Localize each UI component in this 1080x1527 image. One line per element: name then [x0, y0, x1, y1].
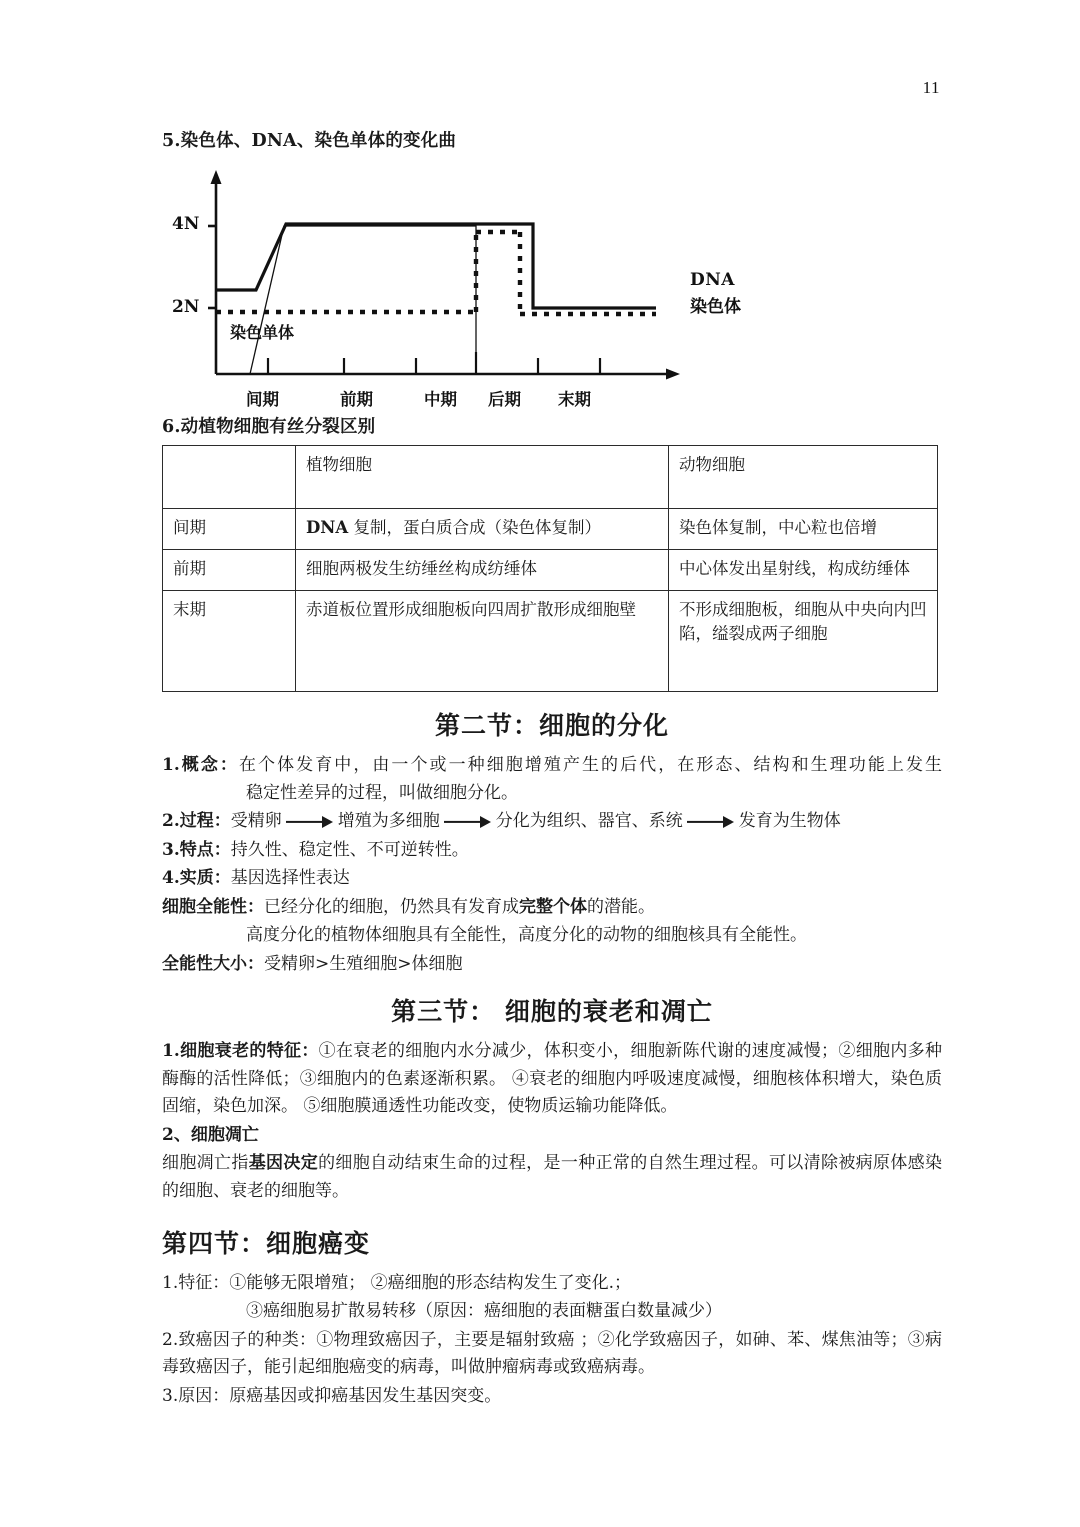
chart-series-chromatid: [250, 226, 476, 374]
apoptosis-bold: 基因决定: [248, 1153, 319, 1174]
totipotency-text-a: 已经分化的细胞，仍然具有发育成: [264, 896, 519, 917]
table-cell-animal: 中心体发出星射线，构成纺缍体: [669, 550, 938, 591]
table-header-animal: 动物细胞: [669, 446, 938, 509]
totipotency-lead: 细胞全能性：: [162, 896, 264, 917]
totipotency-detail-text: 高度分化的植物体细胞具有全能性，高度分化的动物的细胞核具有全能性。: [246, 925, 807, 946]
process-step-4: 发育为生物体: [738, 811, 841, 832]
chart-xtick-interphase: 间期: [246, 389, 279, 409]
table-cell-phase: 前期: [163, 550, 296, 591]
table-row: [163, 591, 938, 692]
arrow-icon: [284, 813, 336, 830]
section5-heading: 5.染色体、DNA、染色单体的变化曲: [162, 131, 457, 151]
process-line: [162, 808, 942, 836]
feature-line: [162, 837, 942, 865]
chart-series-dna: [216, 224, 656, 308]
cancer-feature-text: ①能够无限增殖； ②癌细胞的形态结构发生了变化.；: [229, 1272, 632, 1293]
feature-lead: 3.特点：: [162, 839, 231, 860]
chart-legend-dna: DNA: [690, 269, 735, 290]
totipotency-rank-text: 受精卵>生殖细胞>体细胞: [264, 953, 463, 974]
apoptosis-line: [162, 1150, 942, 1205]
arrow-icon: [442, 813, 494, 830]
essence-line: [162, 865, 942, 893]
chart-ytick-4n: 4N: [172, 213, 200, 234]
apoptosis-lead: 2、细胞凋亡: [162, 1124, 259, 1145]
table-header-row: [163, 446, 938, 509]
cancer-cause-lead: 3.原因：: [162, 1385, 230, 1406]
chart-legend-chromosome: 染色体: [690, 296, 741, 317]
table-cell-animal: 染色体复制，中心粒也倍增: [669, 509, 938, 550]
section-three-title: 第三节： 细胞的衰老和凋亡: [391, 997, 713, 1027]
page-number: 11: [922, 78, 940, 97]
totipotency-detail-line: [162, 922, 942, 950]
cancer-feature-lead: 1.特征：: [162, 1272, 230, 1293]
process-step-3: 分化为组织、器官、系统: [495, 811, 683, 832]
table-header-plant: 植物细胞: [296, 446, 669, 509]
table-row: [163, 509, 938, 550]
chart-series-chromosome: [216, 232, 656, 314]
chart-xtick-anaphase: 后期: [488, 389, 521, 409]
chart-xtick-telophase: 末期: [558, 389, 591, 409]
cancer-feature-line: [162, 1270, 942, 1298]
apoptosis-text-b: 的细胞自动结束生命的过程，是一种正常的自然生理过程。可以清除被病原体感染的细胞、衰老的细胞等。: [162, 1153, 943, 1201]
chart-svg: [158, 162, 858, 410]
feature-text: 持久性、稳定性、不可逆转性。: [230, 839, 469, 860]
arrow-icon: [685, 813, 737, 830]
aging-feature-lead: 1.细胞衰老的特征：: [162, 1041, 319, 1062]
totipotency-bold: 完整个体: [519, 896, 587, 917]
mitosis-variation-chart: [158, 162, 858, 410]
carcinogen-line: [162, 1327, 942, 1382]
totipotency-rank-lead: 全能性大小：: [162, 953, 264, 974]
table-cell-plant: [296, 509, 669, 550]
process-step-1: 受精卵: [230, 811, 282, 832]
totipotency-line: [162, 894, 942, 922]
aging-feature-line: [162, 1038, 942, 1121]
table-cell-plant: 赤道板位置形成细胞板向四周扩散形成细胞壁: [296, 591, 669, 692]
section6-heading: 6.动植物细胞有丝分裂区别: [162, 416, 376, 437]
table-cell-phase: 末期: [163, 591, 296, 692]
carcinogen-lead: 2.致癌因子的种类：: [162, 1329, 317, 1350]
table-header-empty: [163, 446, 296, 509]
cancer-feature-cont-line: [162, 1298, 942, 1326]
process-lead: 2.过程：: [162, 811, 231, 832]
concept-text-cont: 稳定性差异的过程，叫做细胞分化。: [246, 782, 518, 803]
concept-line: [162, 752, 942, 807]
chart-ytick-2n: 2N: [172, 296, 200, 317]
chart-xtick-metaphase: 中期: [424, 389, 457, 409]
essence-text: 基因选择性表达: [230, 868, 350, 889]
table-cell-animal: 不形成细胞板，细胞从中央向内凹陷，缢裂成两子细胞: [669, 591, 938, 692]
concept-lead: 1.概念：: [162, 755, 239, 776]
cancer-cause-line: [162, 1383, 942, 1411]
process-step-2: 增殖为多细胞: [337, 811, 440, 832]
chart-xtick-prophase: 前期: [340, 389, 373, 409]
table-row: [163, 550, 938, 591]
totipotency-rank-line: [162, 951, 942, 979]
mitosis-comparison-table: [162, 445, 938, 692]
carcinogen-text: ①物理致癌因子，主要是辐射致癌 ；②化学致癌因子，如砷、苯、煤焦油等；③病毒致癌因子，能引起细胞癌变的病毒，叫做肿瘤病毒或致癌病毒。: [162, 1329, 942, 1378]
section-four-title: 第四节：细胞癌变: [162, 1228, 371, 1258]
aging-feature-text: ①在衰老的细胞内水分减少，体积变小，细胞新陈代谢的速度减慢；②细胞内多种酶酶的活性降低；③细胞内的色素逐渐积累。 ④衰老的细胞内呼吸速度减慢，细胞核体积增大，染色质固缩，染色加深。 ⑤细胞膜通透性功能改变，使物质运输功能降低。: [162, 1041, 943, 1117]
plant-cell-text: 复制，蛋白质合成（染色体复制）: [348, 518, 601, 538]
totipotency-text-b: 的潜能。: [587, 896, 655, 917]
concept-text: 在个体发育中，由一个或一种细胞增殖产生的后代，在形态、结构和生理功能上发生: [238, 755, 943, 776]
dna-bold-text: DNA: [306, 518, 349, 538]
section-two-title: 第二节：细胞的分化: [434, 711, 669, 741]
cancer-cause-text: 原癌基因或抑癌基因发生基因突变。: [229, 1385, 502, 1406]
page-content: [162, 130, 942, 1411]
essence-lead: 4.实质：: [162, 868, 231, 889]
chart-annotation-chromatid: 染色单体: [230, 322, 295, 342]
cancer-feature-cont-text: ③癌细胞易扩散易转移（原因：癌细胞的表面糖蛋白数量减少）: [246, 1301, 722, 1322]
apoptosis-text-a: 细胞凋亡指: [162, 1153, 249, 1174]
table-cell-phase: 间期: [163, 509, 296, 550]
chart-axes: [208, 170, 680, 380]
table-cell-plant: 细胞两极发生纺缍丝构成纺缍体: [296, 550, 669, 591]
